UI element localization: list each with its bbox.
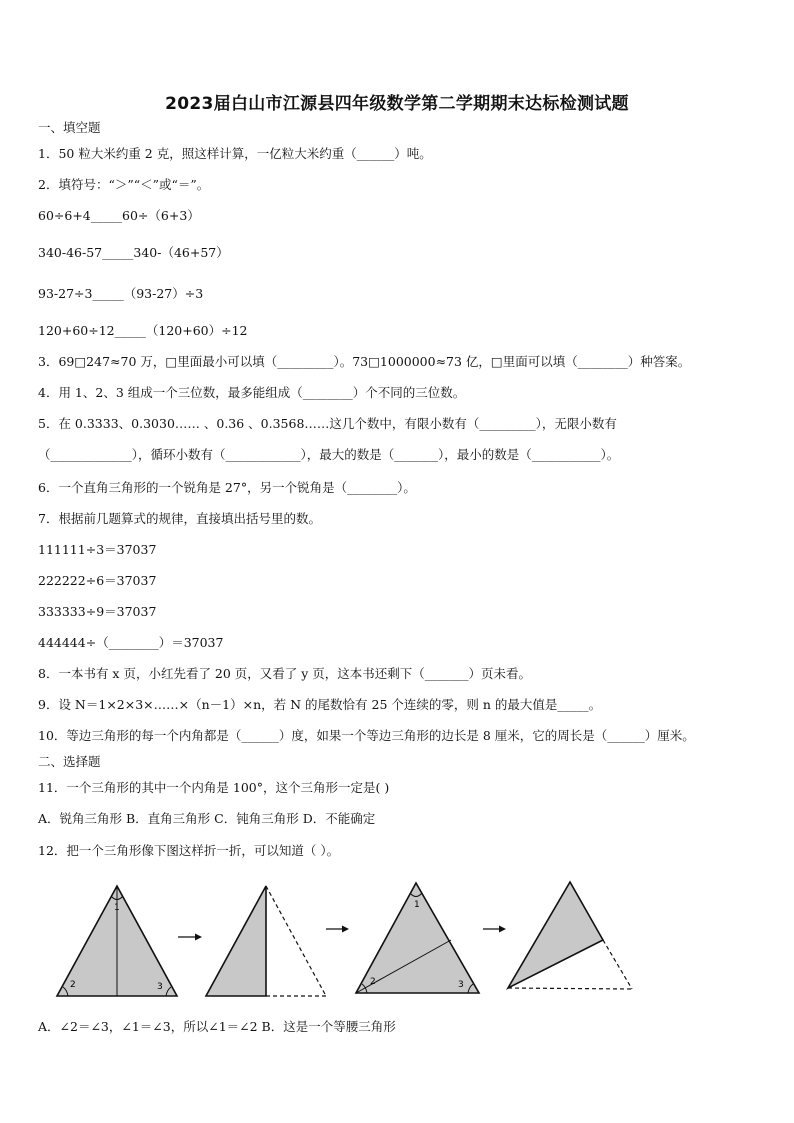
- question-2d: 120+60÷12_____（120+60）÷12: [38, 323, 248, 338]
- question-2b: 340-46-57_____340-（46+57）: [38, 245, 229, 260]
- question-3: 3．69□247≈70 万，□里面最小可以填（_________）。73□1000000≈73 亿，□里面可以填（________）种答案。: [38, 354, 691, 369]
- question-8: 8．一本书有 x 页，小红先看了 20 页，又看了 y 页，这本书还剩下（_______）页未看。: [38, 666, 532, 681]
- section-heading-fill-blank: 一、填空题: [38, 120, 101, 135]
- triangle-folded-vertical: [206, 886, 326, 996]
- angle-label-1: 1: [114, 903, 120, 913]
- question-9: 9．设 N＝1×2×3×……×（n－1）×n，若 N 的尾数恰有 25 个连续的零，则 n 的最大值是_____。: [38, 697, 602, 712]
- question-7d: 444444÷（________）＝37037: [38, 635, 224, 650]
- arrow-icon: [178, 934, 202, 941]
- question-10: 10．等边三角形的每一个内角都是（______）度，如果一个等边三角形的边长是 8 厘米，它的周长是（______）厘米。: [38, 728, 695, 743]
- arrow-icon: [326, 926, 349, 933]
- question-11: 11．一个三角形的其中一个内角是 100°，这个三角形一定是( ): [38, 780, 390, 795]
- question-7a: 111111÷3＝37037: [38, 542, 157, 557]
- angle-label-2: 2: [370, 977, 376, 987]
- question-2: 2．填符号：“＞”“＜”或“＝”。: [38, 177, 210, 192]
- question-6: 6．一个直角三角形的一个锐角是 27°，另一个锐角是（________）。: [38, 480, 416, 495]
- triangle-original-diagonal: [356, 883, 479, 993]
- angle-label-2: 2: [70, 980, 76, 990]
- question-1: 1．50 粒大米约重 2 克，照这样计算，一亿粒大米约重（______）吨。: [38, 146, 432, 161]
- question-5: 5．在 0.3333、0.3030…… 、0.36 、0.3568……这几个数中，有限小数有（_________），无限小数有: [38, 416, 617, 431]
- question-2c: 93-27÷3_____（93-27）÷3: [38, 286, 204, 301]
- question-4: 4．用 1、2、3 组成一个三位数，最多能组成（________）个不同的三位数。: [38, 385, 466, 400]
- question-2a: 60÷6+4_____60÷（6+3）: [38, 208, 200, 223]
- triangle-folding-figure: [50, 876, 650, 1002]
- question-7b: 222222÷6＝37037: [38, 573, 157, 588]
- question-7: 7．根据前几题算式的规律，直接填出括号里的数。: [38, 511, 321, 526]
- angle-label-3: 3: [157, 982, 163, 992]
- angle-label-1: 1: [414, 900, 420, 910]
- question-7c: 333333÷9＝37037: [38, 604, 157, 619]
- triangle-folded-diagonal: [508, 882, 632, 989]
- question-12-options: A．∠2＝∠3，∠1＝∠3，所以∠1＝∠2 B．这是一个等腰三角形: [38, 1019, 396, 1034]
- question-12: 12．把一个三角形像下图这样折一折，可以知道（ ）。: [38, 843, 340, 858]
- question-11-options: A．锐角三角形 B．直角三角形 C．钝角三角形 D．不能确定: [38, 811, 376, 826]
- question-5-continued: （_____________），循环小数有（____________），最大的数是（_______），最小的数是（___________）。: [38, 447, 620, 462]
- page-title: 2023届白山市江源县四年级数学第二学期期末达标检测试题: [165, 94, 629, 114]
- angle-label-3: 3: [458, 980, 464, 990]
- section-heading-choice: 二、选择题: [38, 754, 101, 769]
- triangle-original: [57, 886, 177, 996]
- arrow-icon: [483, 926, 506, 933]
